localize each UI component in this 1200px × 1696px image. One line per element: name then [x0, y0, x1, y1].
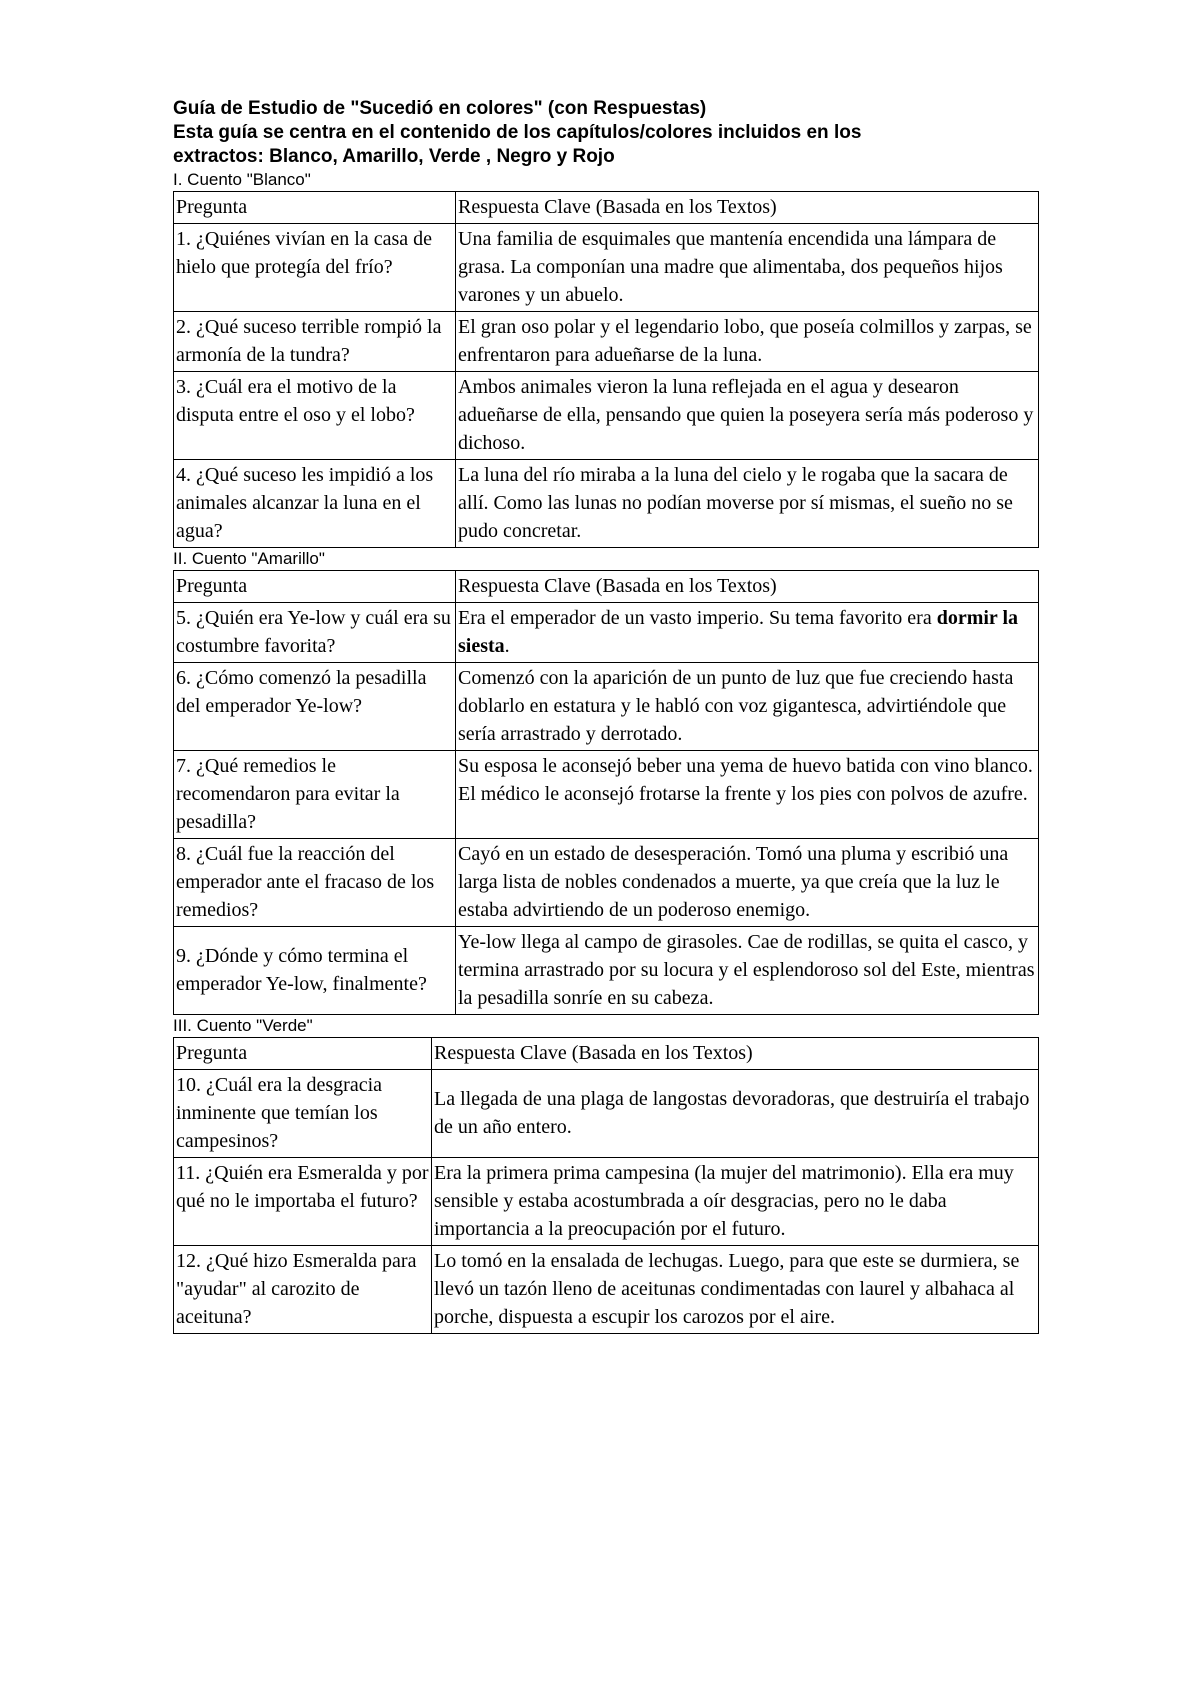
- section-heading-amarillo: II. Cuento "Amarillo": [173, 549, 325, 568]
- answer-text-end: .: [504, 635, 510, 657]
- answer-bold-text: dormir la siesta: [458, 607, 1019, 657]
- col-header-answer: Respuesta Clave (Basada en los Textos): [456, 571, 1039, 603]
- answer-cell: Ambos animales vieron la luna reflejada en el agua y desearon adueñarse de ella, pensando que quien la poseyera sería más poderoso y dichoso.: [456, 372, 1039, 460]
- answer-cell: Comenzó con la aparición de un punto de luz que fue creciendo hasta doblarlo en estatura y le habló con voz gigantesca, advirtiéndole que sería arrastrado y derrotado.: [456, 663, 1039, 751]
- question-cell: 9. ¿Dónde y cómo termina el emperador Ye-low, finalmente?: [174, 927, 456, 1015]
- col-header-question: Pregunta: [174, 1038, 432, 1070]
- table-amarillo: [173, 570, 1039, 1015]
- answer-cell: [456, 603, 1039, 663]
- question-cell: 3. ¿Cuál era el motivo de la disputa entre el oso y el lobo?: [174, 372, 456, 460]
- doc-title-line-3: extractos: Blanco, Amarillo, Verde , Negro y Rojo: [173, 146, 615, 167]
- table-row: [174, 312, 1039, 372]
- question-cell: 7. ¿Qué remedios le recomendaron para evitar la pesadilla?: [174, 751, 456, 839]
- answer-cell: La llegada de una plaga de langostas devoradoras, que destruiría el trabajo de un año entero.: [432, 1070, 1039, 1158]
- doc-title-line-2: Esta guía se centra en el contenido de los capítulos/colores incluidos en los: [173, 122, 862, 143]
- answer-cell: Cayó en un estado de desesperación. Tomó una pluma y escribió una larga lista de nobles condenados a muerte, ya que creía que la luz le estaba advirtiendo de un poderoso enemigo.: [456, 839, 1039, 927]
- question-cell: 11. ¿Quién era Esmeralda y por qué no le importaba el futuro?: [174, 1158, 432, 1246]
- table-blanco: [173, 191, 1039, 548]
- col-header-question: Pregunta: [174, 571, 456, 603]
- col-header-answer: Respuesta Clave (Basada en los Textos): [456, 192, 1039, 224]
- question-cell: 12. ¿Qué hizo Esmeralda para "ayudar" al carozito de aceituna?: [174, 1246, 432, 1334]
- answer-cell: Una familia de esquimales que mantenía encendida una lámpara de grasa. La componían una madre que alimentaba, dos pequeños hijos varones y un abuelo.: [456, 224, 1039, 312]
- answer-text: Era el emperador de un vasto imperio. Su tema favorito era: [458, 607, 937, 629]
- table-row: [174, 1246, 1039, 1334]
- answer-cell: La luna del río miraba a la luna del cielo y le rogaba que la sacara de allí. Como las lunas no podían moverse por sí mismas, el sueño no se pudo concretar.: [456, 460, 1039, 548]
- table-row: [174, 224, 1039, 312]
- col-header-question: Pregunta: [174, 192, 456, 224]
- table-row: [174, 663, 1039, 751]
- table-row: [174, 927, 1039, 1015]
- table-row: [174, 751, 1039, 839]
- table-row: [174, 1158, 1039, 1246]
- col-header-answer: Respuesta Clave (Basada en los Textos): [432, 1038, 1039, 1070]
- table-row: [174, 603, 1039, 663]
- question-cell: 6. ¿Cómo comenzó la pesadilla del emperador Ye-low?: [174, 663, 456, 751]
- section-heading-verde: III. Cuento "Verde": [173, 1016, 313, 1035]
- document-page: [173, 97, 1039, 1334]
- question-cell: 2. ¿Qué suceso terrible rompió la armonía de la tundra?: [174, 312, 456, 372]
- question-cell: 10. ¿Cuál era la desgracia inminente que temían los campesinos?: [174, 1070, 432, 1158]
- question-cell: 8. ¿Cuál fue la reacción del emperador ante el fracaso de los remedios?: [174, 839, 456, 927]
- table-verde: [173, 1037, 1039, 1334]
- table-row: [174, 372, 1039, 460]
- table-row: [174, 839, 1039, 927]
- answer-cell: El gran oso polar y el legendario lobo, que poseía colmillos y zarpas, se enfrentaron para adueñarse de la luna.: [456, 312, 1039, 372]
- answer-cell: Lo tomó en la ensalada de lechugas. Luego, para que este se durmiera, se llevó un tazón lleno de aceitunas condimentadas con laurel y albahaca al porche, dispuesta a escupir los carozos por el aire.: [432, 1246, 1039, 1334]
- question-cell: 4. ¿Qué suceso les impidió a los animales alcanzar la luna en el agua?: [174, 460, 456, 548]
- answer-cell: Era la primera prima campesina (la mujer del matrimonio). Ella era muy sensible y estaba acostumbrada a oír desgracias, pero no le daba importancia a la preocupación por el futuro.: [432, 1158, 1039, 1246]
- answer-cell: Su esposa le aconsejó beber una yema de huevo batida con vino blanco. El médico le aconsejó frotarse la frente y los pies con polvos de azufre.: [456, 751, 1039, 839]
- section-heading-blanco: I. Cuento "Blanco": [173, 170, 311, 189]
- table-header-row: [174, 192, 1039, 224]
- doc-title-line-1: Guía de Estudio de "Sucedió en colores" (con Respuestas): [173, 98, 707, 119]
- table-header-row: [174, 1038, 1039, 1070]
- question-cell: 1. ¿Quiénes vivían en la casa de hielo que protegía del frío?: [174, 224, 456, 312]
- table-row: [174, 1070, 1039, 1158]
- question-cell: 5. ¿Quién era Ye-low y cuál era su costumbre favorita?: [174, 603, 456, 663]
- answer-cell: Ye-low llega al campo de girasoles. Cae de rodillas, se quita el casco, y termina arrastrado por su locura y el esplendoroso sol del Este, mientras la pesadilla sonríe en su cabeza.: [456, 927, 1039, 1015]
- table-header-row: [174, 571, 1039, 603]
- table-row: [174, 460, 1039, 548]
